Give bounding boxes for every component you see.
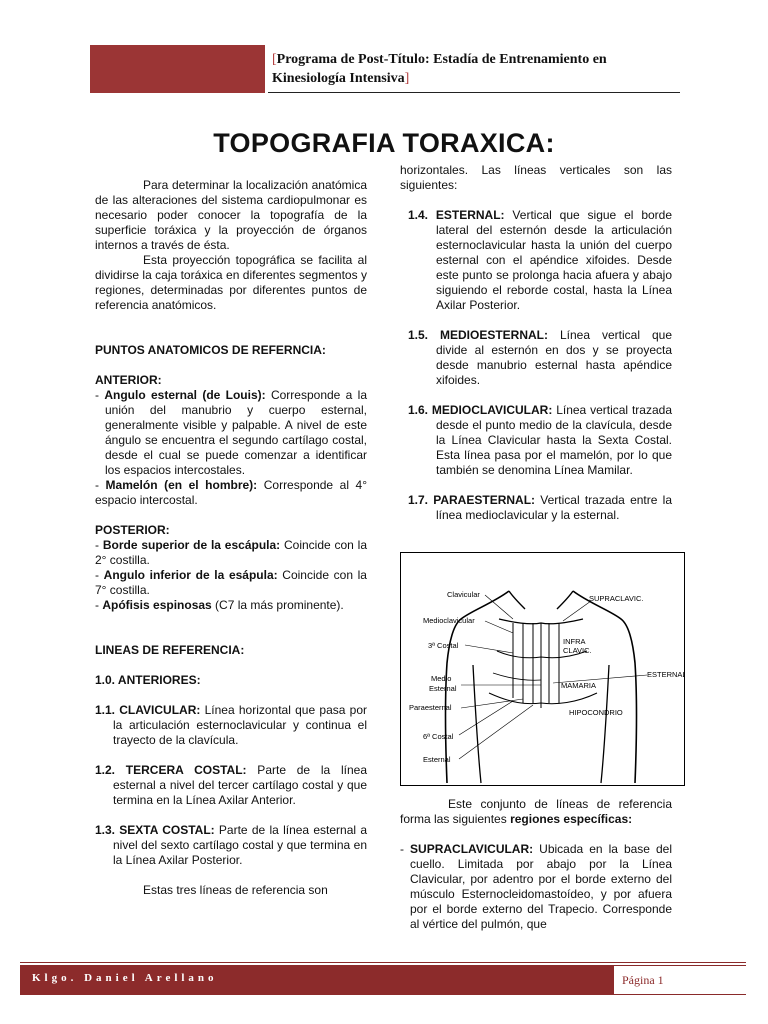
label-infra: INFRA <box>563 637 586 646</box>
tercera-costal-item <box>95 763 367 808</box>
medioclavicular-text: Línea vertical trazada desde el punto medio de la clavícula, desde la Línea Clavicular hasta la Sexta Costal. Esta línea pasa por el mamelón, por lo que también se denomina Línea Mamilar. <box>436 403 672 477</box>
linea-clavicular-text: Línea horizontal que pasa por la articulación esternoclavicular y continua el trayecto de la clavícula. <box>113 703 367 747</box>
mamelon-item: - Mamelón (en el hombre): Corresponde al 4° espacio intercostal. <box>95 478 367 507</box>
leader-sexta-costal <box>459 701 513 735</box>
angulo-inferior-term: Angulo inferior de la esápula: <box>103 568 278 582</box>
mamelon-text: Corresponde al 4° espacio intercostal. <box>95 478 367 507</box>
label-clavicular: Clavicular <box>447 590 480 599</box>
paraesternal-text: Vertical trazada entre la línea medioclavicular y la esternal. <box>436 493 672 522</box>
apofisis-item: - Apófisis espinosas (C7 la más prominente). <box>95 598 344 612</box>
angulo-esternal-text: Corresponde a la unión del manubrio y cuerpo esternal, generalmente visible y palpable. A nivel de este ángulo se encuentra el segundo cartílago costal, desde el cual se puede comenzar a identificar los espacios intercostales. <box>105 388 367 477</box>
page-title: TOPOGRAFIA TORAXICA: <box>213 128 555 158</box>
supraclavicular-term: SUPRACLAVICULAR: <box>410 842 534 856</box>
medioesternal-term: 1.5. MEDIOESTERNAL: <box>408 328 548 342</box>
label-esternal-medio: Esternal <box>429 684 457 693</box>
puntos-heading: PUNTOS ANATOMICOS DE REFERNCIA: <box>95 343 326 357</box>
anterior-heading: ANTERIOR: <box>95 373 162 387</box>
leader-clavicular <box>485 595 513 619</box>
sixth-costal-line <box>489 693 597 704</box>
bracket-open: [ <box>272 52 277 67</box>
tercera-costal-term: 1.2. TERCERA COSTAL: <box>95 763 247 777</box>
esternal-term: 1.4. ESTERNAL: <box>408 208 505 222</box>
header-program-title <box>272 50 672 88</box>
label-supraclavic: SUPRACLAVIC. <box>589 594 644 603</box>
label-hipocondrio: HIPOCONDRIO <box>569 708 623 717</box>
estas-lineas-text: Estas tres líneas de referencia son <box>143 883 328 897</box>
angulo-inferior-text: Coincide con la 7° costilla. <box>95 568 367 597</box>
sexta-costal-text: Parte de la línea esternal a nivel del sexto cartílago costal y que termina en la Línea Axilar Posterior. <box>113 823 367 867</box>
thorax-diagram-svg <box>401 553 684 785</box>
regiones-intro-bold: regiones específicas: <box>510 812 633 826</box>
label-tercer-costal: 3ª Costal <box>428 641 459 650</box>
sexta-costal-term: 1.3. SEXTA COSTAL: <box>95 823 215 837</box>
leader-supraclavic <box>563 601 591 621</box>
posterior-heading: POSTERIOR: <box>95 523 170 537</box>
label-paraesternal: Paraesternal <box>409 703 452 712</box>
linea-clavicular-item <box>95 703 367 748</box>
esternal-item <box>400 208 672 313</box>
apofisis-term: Apófisis espinosas <box>102 598 212 612</box>
header-line1: Programa de Post-Título: Estadía de Entrenamiento en <box>276 52 607 67</box>
borde-escapula-item: - Borde superior de la escápula: Coincide con la 2° costilla. <box>95 538 367 567</box>
label-esternal-right: ESTERNAL <box>647 670 684 679</box>
medioclavicular-item <box>400 403 672 478</box>
linea-clavicular-term: 1.1. CLAVICULAR: <box>95 703 201 717</box>
borde-escapula-term: Borde superior de la escápula: <box>102 538 281 552</box>
footer-page-box <box>614 965 746 995</box>
paraesternal-term: 1.7. PARAESTERNAL: <box>408 493 536 507</box>
label-medio: Medio <box>431 674 452 683</box>
lineas-heading: LINEAS DE REFERENCIA: <box>95 643 245 657</box>
esternal-text: Vertical que sigue el borde lateral del esternón desde la articulación esternoclavicular hasta la unión del cuerpo esternal con el apéndice xifoides. Desde este punto se prolonga hacia afuera y abajo siguiendo el reborde costal, hasta la Línea Axilar Posterior. <box>436 208 673 312</box>
header-accent-block <box>90 45 265 93</box>
medioesternal-text: Línea vertical que divide al esternón en dos y se proyecta desde manubrio esternal hasta apéndice xifoides. <box>436 328 672 387</box>
label-clavic: CLAVIC. <box>563 646 592 655</box>
leader-esternal <box>459 705 533 759</box>
intro-paragraph-1: Para determinar la localización anatómica de las alteraciones del sistema cardiopulmonar es necesario poder conocer la topografía de la superficie toráxica y la proyección de órganos internos a través de ésta. <box>95 178 367 252</box>
anteriores-heading: 1.0. ANTERIORES: <box>95 673 201 687</box>
medioclavicular-term: 1.6. MEDIOCLAVICULAR: <box>408 403 553 417</box>
bracket-close: ] <box>404 71 410 86</box>
supraclavicular-text: Ubicada en la base del cuello. Limitada por abajo por la Línea Clavicular, por adentro por el borde externo del músculo Esternocleidomastoídeo, y por afuera por el borde externo del Trapecio. Corresponde al vértice del pulmón, que <box>410 842 672 931</box>
label-mamaria: MAMARIA <box>561 681 597 690</box>
footer-author: Klgo. Daniel Arellano <box>32 972 218 984</box>
leader-tercer-costal <box>465 645 513 653</box>
medioesternal-item <box>400 328 672 388</box>
thorax-diagram <box>400 552 685 786</box>
continuation-text: horizontales. Las líneas verticales son las siguientes: <box>400 163 672 192</box>
regiones-intro <box>400 797 672 827</box>
intro-paragraph-2: Esta proyección topográfica se facilita al dividirse la caja toráxica en diferentes segmentos y regiones, determinadas por diferentes puntos de referencia anatómicos. <box>95 253 367 312</box>
footer-divider <box>20 962 746 963</box>
supraclavicular-item: - SUPRACLAVICULAR: Ubicada en la base del cuello. Limitada por abajo por la Línea Clavicular, por adentro por el borde externo del músculo Esternocleidomastoídeo, y por afuera por el borde externo del Trapecio. Corresponde al vértice del pulmón, que <box>400 842 672 931</box>
mamelon-term: Mamelón (en el hombre): <box>105 478 258 492</box>
borde-escapula-text: Coincide con la 2° costilla. <box>95 538 367 567</box>
label-medioclavicular: Medioclavicular <box>423 616 475 625</box>
leader-medioclavicular <box>485 621 513 633</box>
angulo-esternal-item: - Angulo esternal (de Louis): Corresponde a la unión del manubrio y cuerpo esternal, generalmente visible y palpable. A nivel de este ángulo se encuentra el segundo cartílago costal, desde el cual se puede comenzar a identificar los espacios intercostales. <box>95 388 367 477</box>
label-sexta-costal: 6ª Costal <box>423 732 454 741</box>
header-divider <box>268 92 680 93</box>
mid-line <box>493 673 541 680</box>
page-number: Página 1 <box>622 973 664 987</box>
right-column <box>400 163 672 523</box>
sexta-costal-item <box>95 823 367 868</box>
neck-outline <box>509 591 573 609</box>
right-column-lower <box>400 797 672 932</box>
label-esternal: Esternal <box>423 755 451 764</box>
regiones-intro-text: Este conjunto de líneas de referencia forma las siguientes <box>400 797 672 826</box>
header-line2: Kinesiología Intensiva <box>272 71 405 86</box>
apofisis-text: (C7 la más prominente). <box>211 598 344 612</box>
left-column <box>95 178 367 898</box>
paraesternal-item <box>400 493 672 523</box>
angulo-esternal-term: Angulo esternal (de Louis): <box>104 388 266 402</box>
leader-paraesternal <box>461 699 523 708</box>
angulo-inferior-item: - Angulo inferior de la esápula: Coincide con la 7° costilla. <box>95 568 367 597</box>
tercera-costal-text: Parte de la línea esternal a nivel del tercer cartílago costal y que termina en la Línea Axilar Anterior. <box>113 763 367 807</box>
